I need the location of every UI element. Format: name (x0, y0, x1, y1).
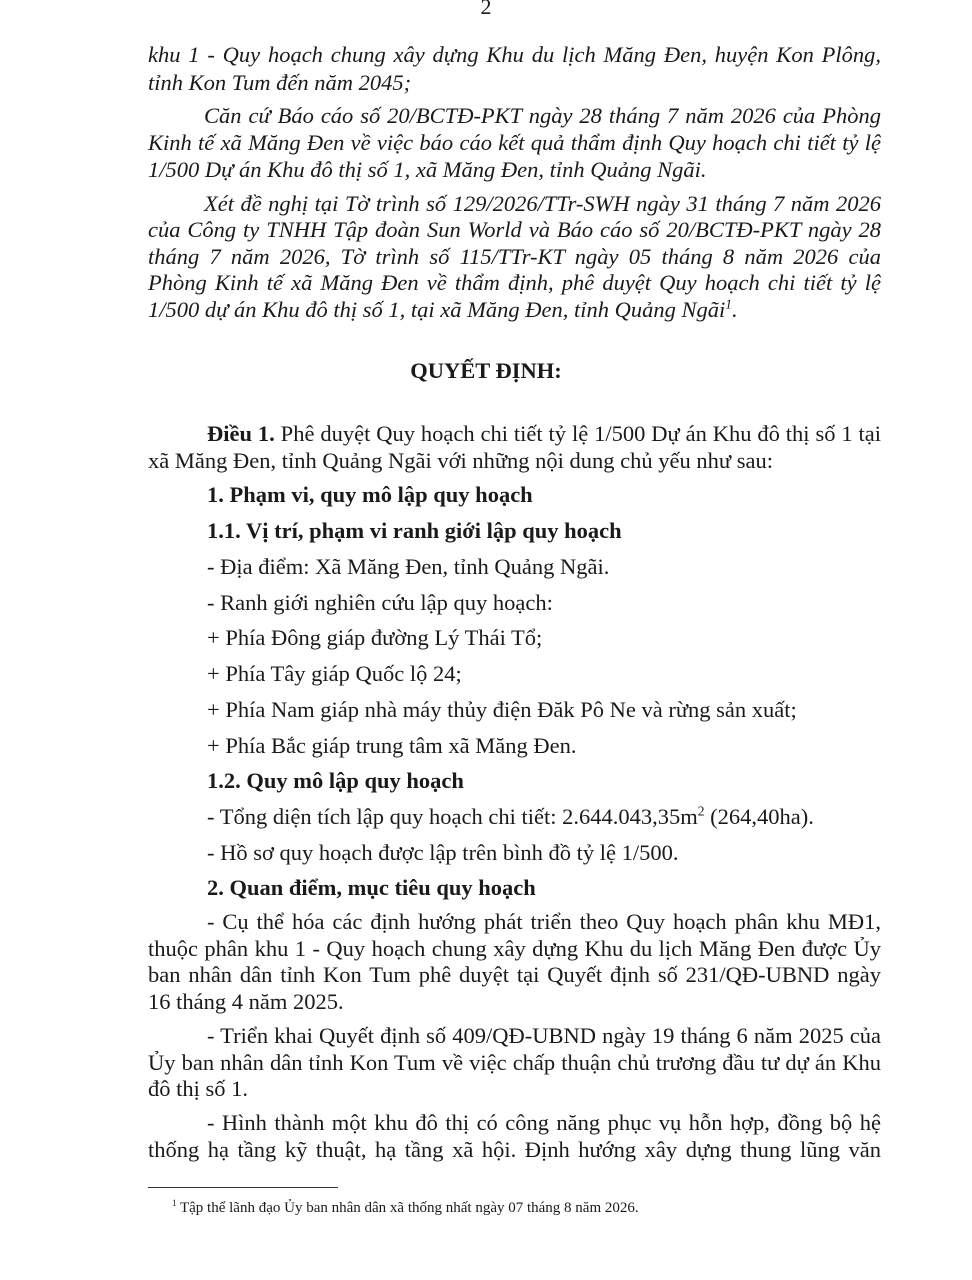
area-sup: 2 (697, 803, 705, 819)
decision-heading: QUYẾT ĐỊNH: (410, 358, 562, 383)
footnote-mark: 1 (172, 1198, 177, 1208)
preamble-line (148, 297, 881, 323)
section-heading: 1.1. Vị trí, phạm vi ranh giới lập quy hoạch (207, 518, 622, 543)
paragraph-line: - Triển khai Quyết định số 409/QĐ-UBND ngày 19 tháng 6 năm 2025 của (207, 1023, 881, 1048)
paragraph-line: thuộc phân khu 1 - Quy hoạch chung xây dựng Khu du lịch Măng Đen được Ủy (148, 936, 881, 961)
article-line (207, 421, 881, 447)
preamble-line: Xét đề nghị tại Tờ trình số 129/2026/TTr-SWH ngày 31 tháng 7 năm 2026 (204, 191, 881, 216)
list-item: - Hồ sơ quy hoạch được lập trên bình đồ tỷ lệ 1/500. (207, 840, 679, 865)
section-heading: 2. Quan điểm, mục tiêu quy hoạch (207, 875, 536, 900)
paragraph-line: - Hình thành một khu đô thị có công năng phục vụ hỗn hợp, đồng bộ hệ (207, 1110, 881, 1135)
list-item: + Phía Tây giáp Quốc lộ 24; (207, 661, 462, 686)
footnote-separator (148, 1187, 338, 1188)
preamble-text: . (732, 297, 738, 322)
page-number: 2 (480, 0, 492, 19)
preamble-line: tỉnh Kon Tum đến năm 2045; (148, 70, 412, 95)
paragraph-line: 16 tháng 4 năm 2025. (148, 989, 344, 1014)
article-line: xã Măng Đen, tỉnh Quảng Ngãi với những nội dung chủ yếu như sau: (148, 448, 773, 473)
footnote-text: Tập thể lãnh đạo Ủy ban nhân dân xã thống nhất ngày 07 tháng 8 năm 2026. (176, 1200, 639, 1216)
paragraph-line: đô thị số 1. (148, 1076, 249, 1101)
paragraph-line: ban nhân dân tỉnh Kon Tum phê duyệt tại Quyết định số 231/QĐ-UBND ngày (148, 962, 881, 987)
list-item: + Phía Đông giáp đường Lý Thái Tổ; (207, 625, 543, 650)
paragraph-line: thống hạ tầng kỹ thuật, hạ tầng xã hội. Định hướng xây dựng thung lũng văn (148, 1137, 881, 1162)
article-text: Phê duyệt Quy hoạch chi tiết tỷ lệ 1/500 Dự án Khu đô thị số 1 tại (274, 421, 881, 446)
list-item: - Ranh giới nghiên cứu lập quy hoạch: (207, 590, 553, 615)
list-item: + Phía Bắc giáp trung tâm xã Măng Đen. (207, 733, 577, 758)
list-item (207, 804, 940, 830)
preamble-line: Phòng Kinh tế xã Măng Đen về thẩm định, phê duyệt Quy hoạch chi tiết tỷ lệ (148, 270, 881, 295)
section-heading: 1.2. Quy mô lập quy hoạch (207, 768, 464, 793)
preamble-text: 1/500 dự án Khu đô thị số 1, tại xã Măng Đen, tỉnh Quảng Ngãi (148, 297, 726, 322)
article-label: Điều 1. (207, 421, 275, 446)
area-text: - Tổng diện tích lập quy hoạch chi tiết: 2.644.043,35m (207, 804, 698, 829)
list-item: - Địa điểm: Xã Măng Đen, tỉnh Quảng Ngãi. (207, 554, 610, 579)
list-item: + Phía Nam giáp nhà máy thủy điện Đăk Pô Ne và rừng sản xuất; (207, 697, 797, 722)
paragraph-line: - Cụ thể hóa các định hướng phát triển theo Quy hoạch phân khu MĐ1, (207, 909, 881, 934)
preamble-line: của Công ty TNHH Tập đoàn Sun World và Báo cáo số 20/BCTĐ-PKT ngày 28 (148, 217, 881, 242)
preamble-line: 1/500 Dự án Khu đô thị số 1, xã Măng Đen, tỉnh Quảng Ngãi. (148, 157, 707, 182)
preamble-line: Căn cứ Báo cáo số 20/BCTĐ-PKT ngày 28 tháng 7 năm 2026 của Phòng (204, 103, 881, 128)
paragraph-line: Ủy ban nhân dân tỉnh Kon Tum về việc chấp thuận chủ trương đầu tư dự án Khu (148, 1050, 881, 1075)
section-heading: 1. Phạm vi, quy mô lập quy hoạch (207, 482, 533, 507)
preamble-line: khu 1 - Quy hoạch chung xây dựng Khu du lịch Măng Đen, huyện Kon Plông, (148, 42, 881, 67)
footnote (172, 1200, 639, 1217)
preamble-line: Kinh tế xã Măng Đen về việc báo cáo kết quả thẩm định Quy hoạch chi tiết tỷ lệ (148, 130, 881, 155)
footnote-ref: 1 (725, 296, 733, 312)
area-text: (264,40ha). (704, 804, 814, 829)
preamble-line: tháng 7 năm 2026, Tờ trình số 115/TTr-KT ngày 05 tháng 8 năm 2026 của (148, 244, 881, 269)
